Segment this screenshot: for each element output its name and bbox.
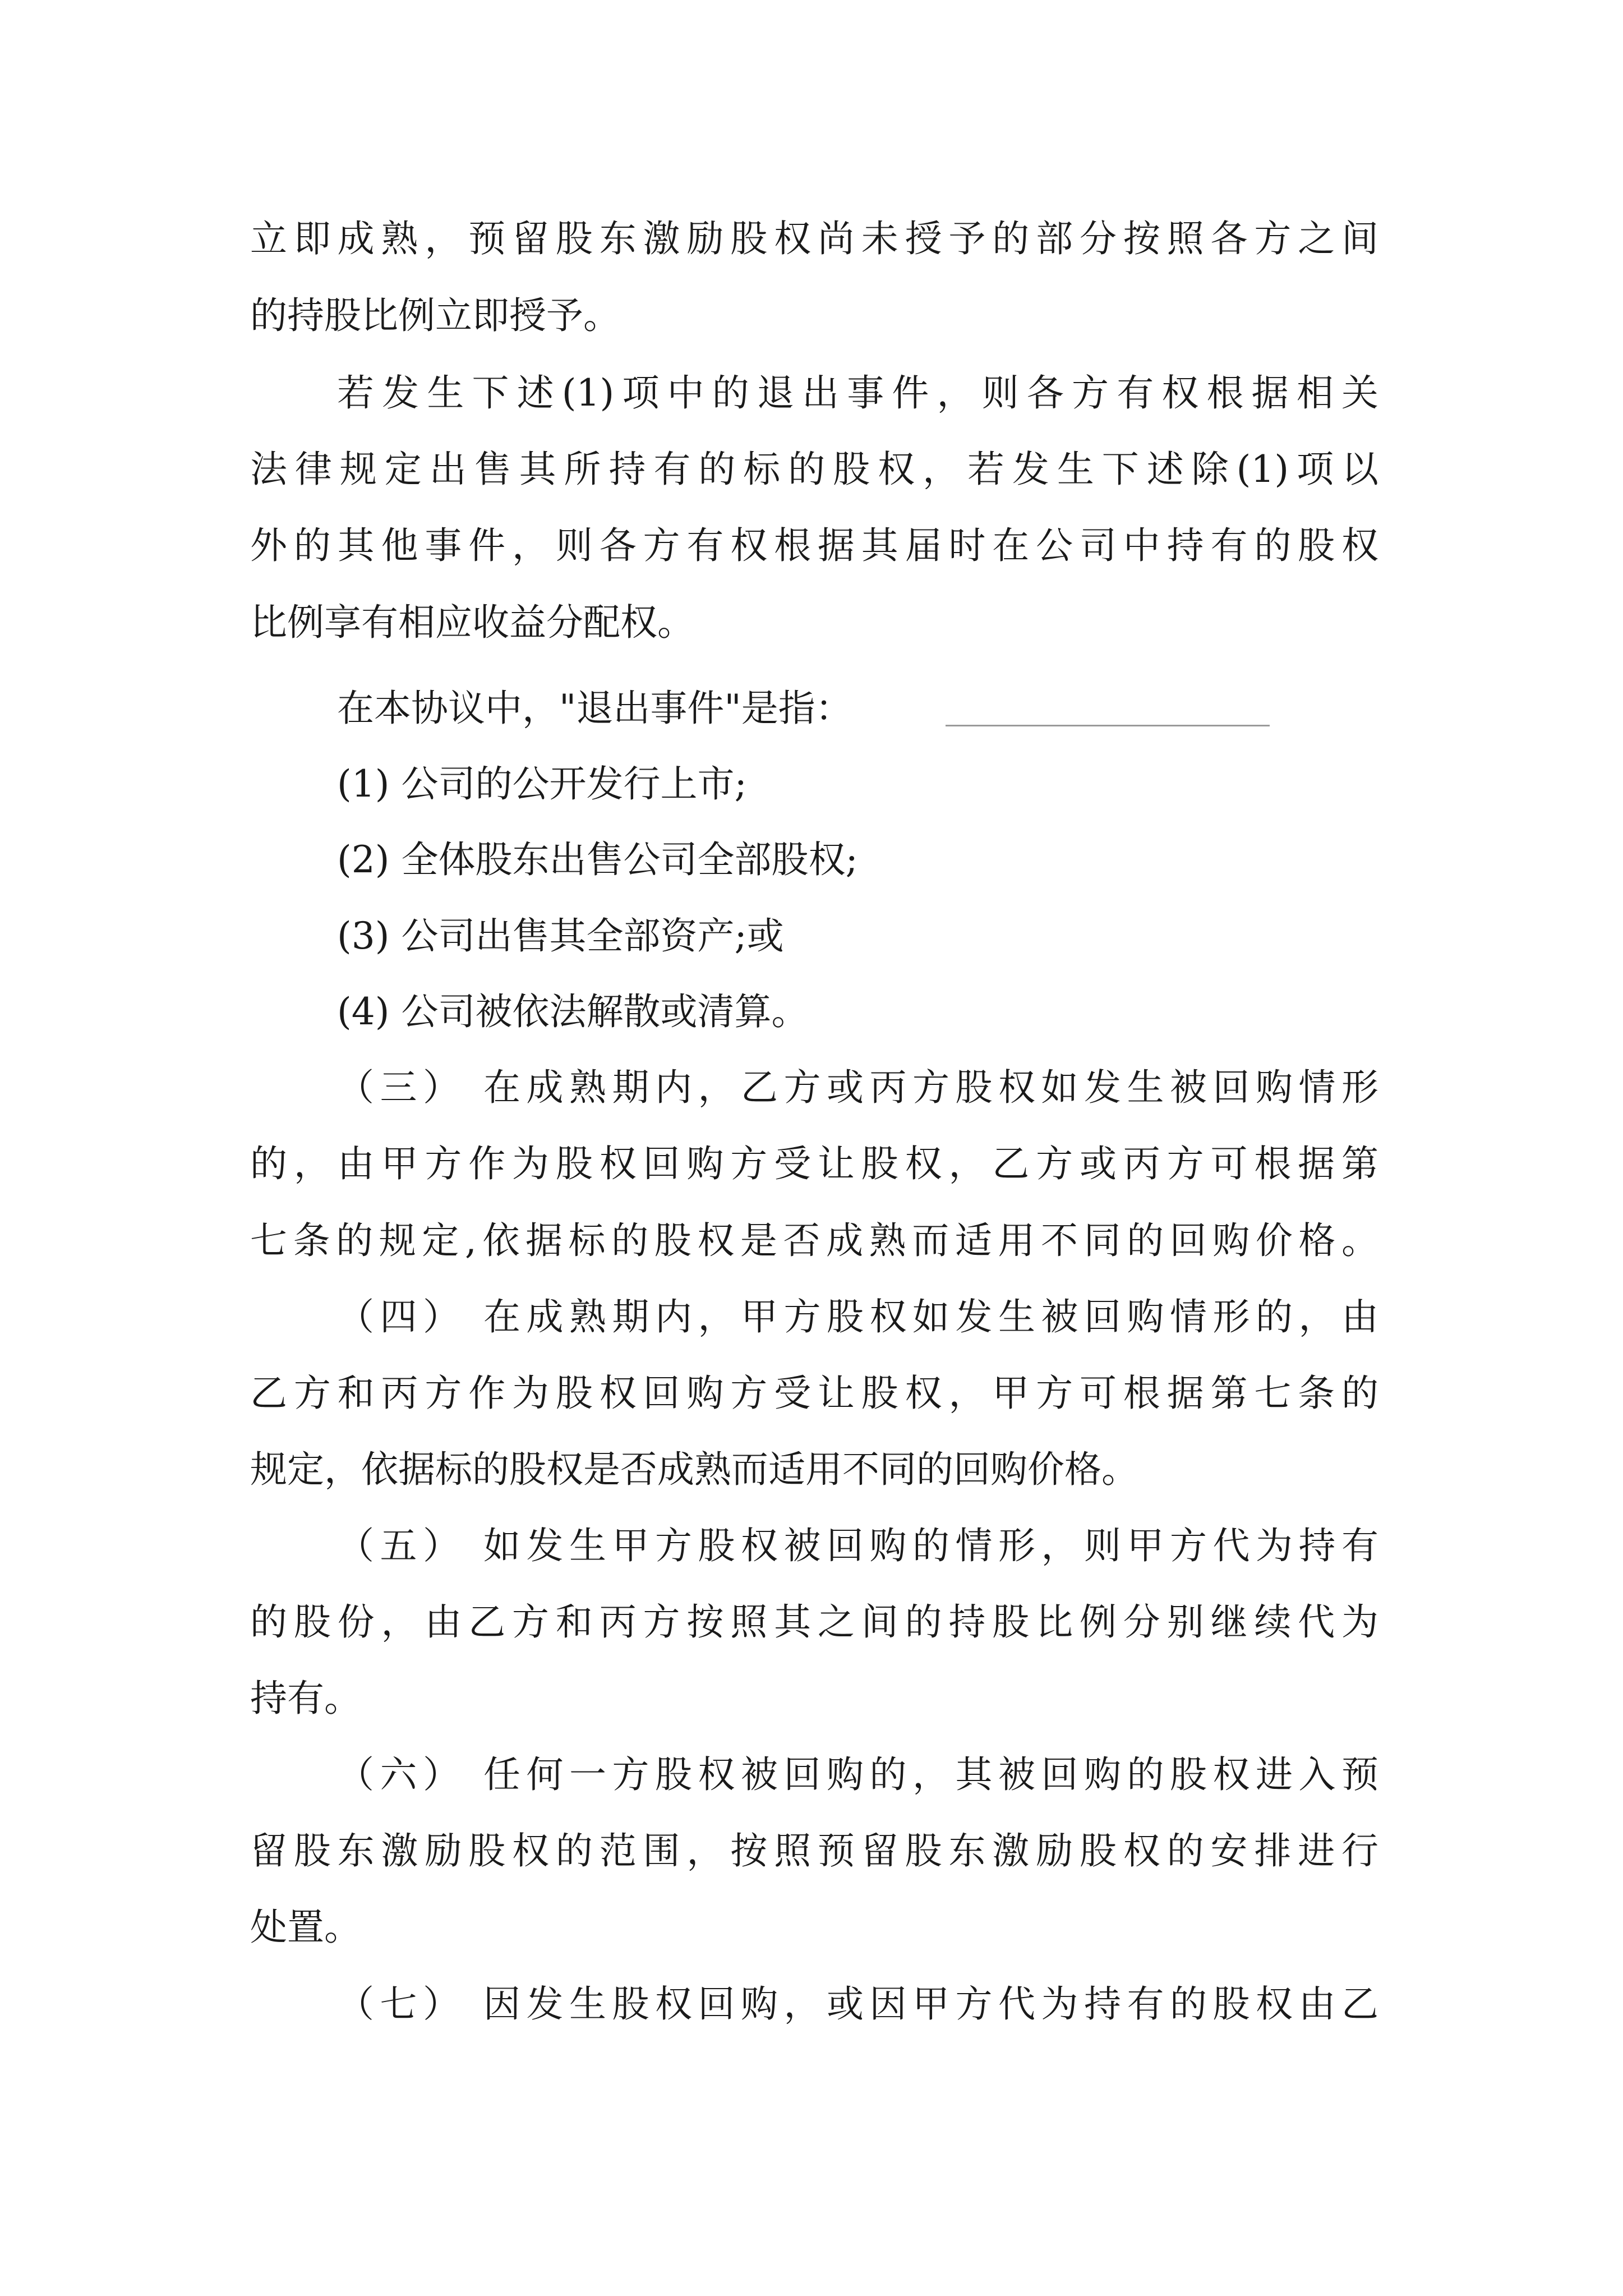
paragraph-line: 法律规定出售其所持有的标的股权，若发生下述除(1)项以 (250, 448, 1378, 491)
paragraph-line: （三） 在成熟期内，乙方或丙方股权如发生被回购情形 (337, 1066, 1378, 1109)
paragraph-line: 的股份，由乙方和丙方按照其之间的持股比例分别继续代为 (250, 1600, 1378, 1644)
paragraph-line: 乙方和丙方作为股权回购方受让股权，甲方可根据第七条的 (250, 1372, 1378, 1415)
paragraph-line: （六） 任何一方股权被回购的，其被回购的股权进入预 (337, 1753, 1378, 1796)
list-item: (3) 公司出售其全部资产;或 (337, 914, 784, 958)
fill-in-blank (946, 725, 1270, 726)
paragraph-line: 的持股比例立即授予。 (250, 294, 620, 337)
paragraph-line: 在本协议中，"退出事件"是指： (337, 687, 852, 730)
paragraph-line: 留股东激励股权的范围，按照预留股东激励股权的安排进行 (250, 1829, 1378, 1872)
paragraph-line: 持有。 (250, 1677, 361, 1720)
paragraph-line: 规定，依据标的股权是否成熟而适用不同的回购价格。 (250, 1448, 1138, 1491)
paragraph-line: （四） 在成熟期内，甲方股权如发生被回购情形的，由 (337, 1295, 1378, 1338)
list-item: (1) 公司的公开发行上市; (337, 762, 747, 806)
list-item: (2) 全体股东出售公司全部股权; (337, 838, 858, 881)
paragraph-line: 外的其他事件，则各方有权根据其届时在公司中持有的股权 (250, 524, 1378, 567)
paragraph-line: 的，由甲方作为股权回购方受让股权，乙方或丙方可根据第 (250, 1142, 1378, 1185)
paragraph-line: （七） 因发生股权回购，或因甲方代为持有的股权由乙 (337, 1982, 1378, 2026)
paragraph-line: 若发生下述(1)项中的退出事件，则各方有权根据相关 (337, 371, 1378, 415)
list-item: (4) 公司被依法解散或清算。 (337, 990, 809, 1033)
paragraph-line: 处置。 (250, 1906, 361, 1949)
paragraph-line: （五） 如发生甲方股权被回购的情形，则甲方代为持有 (337, 1524, 1378, 1567)
paragraph-line: 立即成熟，预留股东激励股权尚未授予的部分按照各方之间 (250, 217, 1378, 260)
paragraph-line: 比例享有相应收益分配权。 (250, 601, 694, 644)
paragraph-line: 七条的规定,依据标的股权是否成熟而适用不同的回购价格。 (250, 1219, 1378, 1262)
